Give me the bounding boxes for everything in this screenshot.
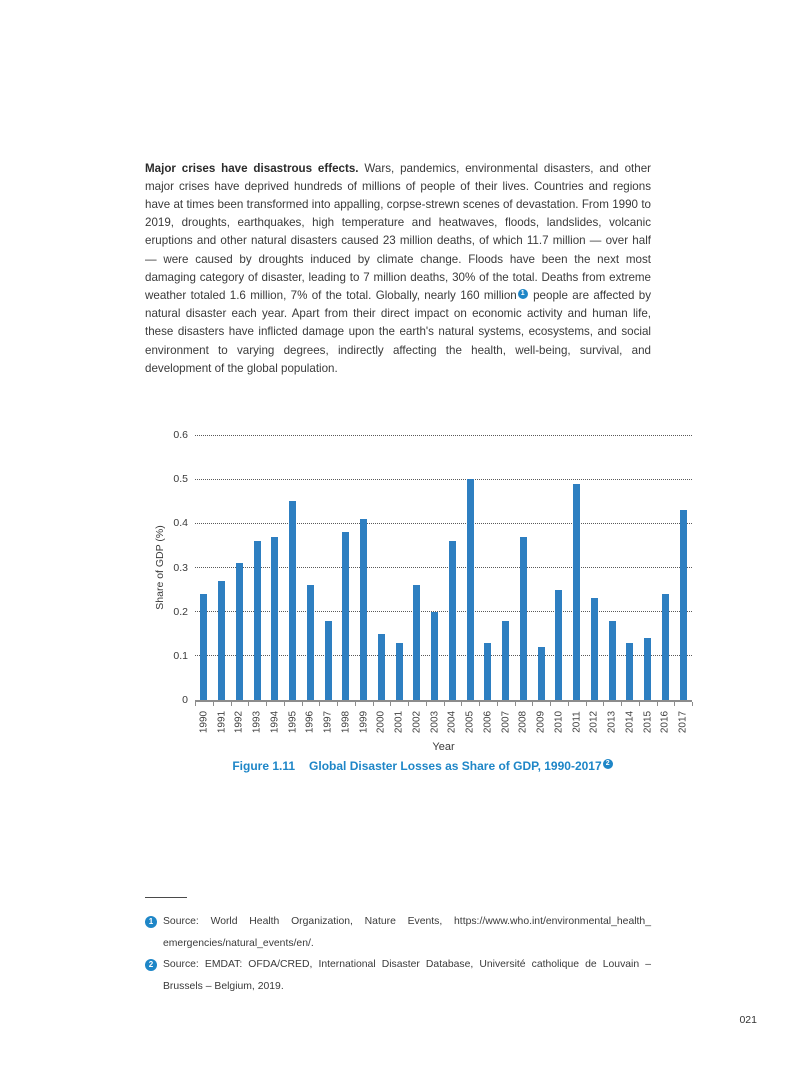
- chart-y-tick-labels: [150, 429, 188, 706]
- axis-tick: [479, 702, 480, 706]
- page-number: 021: [739, 1014, 757, 1026]
- body-paragraph: [145, 160, 651, 378]
- bar: [218, 581, 225, 700]
- axis-tick: [266, 702, 267, 706]
- axis-tick: [692, 702, 693, 706]
- x-tick-label: 1992: [233, 710, 245, 734]
- axis-tick: [674, 702, 675, 706]
- axis-tick: [461, 702, 462, 706]
- footnote-2-marker-icon: 2: [145, 959, 157, 971]
- gridline: [195, 567, 692, 568]
- paragraph-text-after-ref: people are affected by natural disaster each year. Apart from their direct impact on economic activity and human life, these disasters have inflicted damage upon the earth's natural systems, ecosystems, and social environment to varying degrees, indirectly affecting the health, well-being, survival, and development of the global population.: [145, 289, 651, 375]
- y-tick-label: 0.5: [173, 473, 188, 486]
- bar: [378, 634, 385, 700]
- bar: [307, 585, 314, 700]
- axis-tick: [213, 702, 214, 706]
- footnote-ref-2-icon: 2: [603, 759, 613, 769]
- axis-tick: [390, 702, 391, 706]
- axis-tick: [337, 702, 338, 706]
- gridline: [195, 435, 692, 436]
- x-tick-label: 2006: [482, 710, 494, 734]
- footnote-2: [145, 954, 651, 997]
- bar: [573, 484, 580, 700]
- axis-tick: [497, 702, 498, 706]
- chart-x-axis-title: Year: [432, 741, 455, 753]
- bar: [360, 519, 367, 700]
- x-tick-label: 2007: [500, 710, 512, 734]
- axis-tick: [373, 702, 374, 706]
- x-tick-label: 2011: [571, 711, 583, 733]
- bar: [680, 510, 687, 700]
- y-tick-label: 0.1: [173, 649, 188, 662]
- x-tick-label: 1996: [304, 710, 316, 734]
- x-tick-label: 2005: [464, 710, 476, 734]
- footnote-2-text: Source: EMDAT: OFDA/CRED, International Disaster Database, Université catholique de Louvain – Brussels – Belgium, 2019.: [163, 959, 651, 992]
- x-tick-label: 2013: [606, 710, 618, 734]
- axis-tick: [408, 702, 409, 706]
- x-tick-label: 2008: [517, 710, 529, 734]
- x-tick-label: 2015: [642, 710, 654, 734]
- y-tick-label: 0.3: [173, 561, 188, 574]
- paragraph-text-before-ref: Wars, pandemics, environmental disasters, and other major crises have deprived hundreds of millions of people of their lives. Countries and regions have at times been transformed into appalling, corpse-strewn scenes of devastation. From 1990 to 2019, droughts, earthquakes, high temperature and heatwaves, floods, landslides, volcanic eruptions and other natural disasters caused 23 million deaths, of which 11.7 million — over half — were caused by droughts induced by climate change. Floods have been the next most damaging category of disaster, leading to 7 million deaths, 30% of the total. Deaths from extreme weather totaled 1.6 million, 7% of the total. Globally, nearly 160 million: [145, 161, 651, 303]
- bar: [555, 590, 562, 700]
- x-tick-label: 2017: [677, 710, 689, 734]
- x-tick-label: 1997: [322, 710, 334, 734]
- bar: [236, 563, 243, 700]
- footnote-1: [145, 911, 651, 954]
- x-tick-label: 1998: [340, 710, 352, 734]
- x-tick-label: 1995: [287, 710, 299, 734]
- axis-tick: [621, 702, 622, 706]
- bar: [289, 501, 296, 700]
- x-tick-label: 2001: [393, 710, 405, 734]
- y-tick-label: 0.2: [173, 605, 188, 618]
- axis-tick: [195, 702, 196, 706]
- x-tick-label: 1999: [358, 710, 370, 734]
- x-tick-label: 2016: [659, 710, 671, 734]
- bar: [520, 537, 527, 700]
- x-tick-label: 2012: [588, 710, 600, 734]
- figure-caption-label: Figure 1.11: [232, 759, 296, 773]
- x-tick-label: 2000: [375, 710, 387, 734]
- axis-tick: [515, 702, 516, 706]
- bar: [449, 541, 456, 700]
- gridline: [195, 655, 692, 656]
- bar: [502, 621, 509, 701]
- x-tick-label: 1994: [269, 710, 281, 734]
- bar: [396, 643, 403, 700]
- axis-tick: [639, 702, 640, 706]
- axis-tick: [532, 702, 533, 706]
- axis-tick: [568, 702, 569, 706]
- y-tick-label: 0.6: [173, 429, 188, 441]
- axis-tick: [586, 702, 587, 706]
- axis-tick: [355, 702, 356, 706]
- footnote-1-marker-icon: 1: [145, 916, 157, 928]
- x-tick-label: 2009: [535, 710, 547, 734]
- axis-tick: [603, 702, 604, 706]
- footnotes-section: [145, 897, 651, 997]
- axis-tick: [444, 702, 445, 706]
- chart-plot: [195, 435, 692, 702]
- x-tick-label: 2003: [429, 710, 441, 734]
- y-tick-label: 0: [182, 694, 188, 706]
- bar: [431, 612, 438, 700]
- bar: [325, 621, 332, 701]
- bar-chart: [150, 425, 695, 755]
- gridline: [195, 523, 692, 524]
- axis-tick: [550, 702, 551, 706]
- figure-caption-title: Global Disaster Losses as Share of GDP, 1990-2017: [309, 759, 602, 773]
- bar: [271, 537, 278, 700]
- axis-tick: [302, 702, 303, 706]
- footnote-1-text-part-2: emergencies/natural_events/en/.: [163, 937, 314, 949]
- paragraph-lead-bold: Major crises have disastrous effects.: [145, 161, 359, 175]
- bar: [626, 643, 633, 700]
- bar: [484, 643, 491, 700]
- axis-tick: [657, 702, 658, 706]
- x-tick-label: 1990: [198, 710, 210, 734]
- gridline: [195, 479, 692, 480]
- figure-1-11: [150, 425, 695, 774]
- chart-x-tick-labels: [195, 702, 692, 740]
- bar: [413, 585, 420, 700]
- bar: [644, 638, 651, 700]
- footnote-divider: [145, 897, 187, 898]
- bar: [467, 479, 474, 700]
- bar: [200, 594, 207, 700]
- bar: [591, 598, 598, 700]
- x-tick-label: 2010: [553, 710, 565, 734]
- x-tick-label: 2002: [411, 710, 423, 734]
- axis-tick: [426, 702, 427, 706]
- x-tick-label: 2004: [446, 710, 458, 734]
- x-tick-label: 2014: [624, 710, 636, 734]
- bar: [538, 647, 545, 700]
- x-tick-label: 1991: [216, 710, 228, 734]
- x-tick-label: 1993: [251, 710, 263, 734]
- figure-caption: [150, 759, 695, 774]
- footnote-1-text-part-1: Source: World Health Organization, Nature Events, https://www.who.int/environmental_health_: [163, 916, 651, 927]
- chart-y-axis-title: Share of GDP (%): [154, 525, 166, 610]
- axis-tick: [284, 702, 285, 706]
- bar: [254, 541, 261, 700]
- gridline: [195, 611, 692, 612]
- axis-tick: [231, 702, 232, 706]
- axis-tick: [248, 702, 249, 706]
- bar: [609, 621, 616, 701]
- y-tick-label: 0.4: [173, 517, 188, 530]
- bar: [342, 532, 349, 700]
- axis-tick: [319, 702, 320, 706]
- footnote-ref-1-icon: 1: [518, 289, 528, 299]
- bar: [662, 594, 669, 700]
